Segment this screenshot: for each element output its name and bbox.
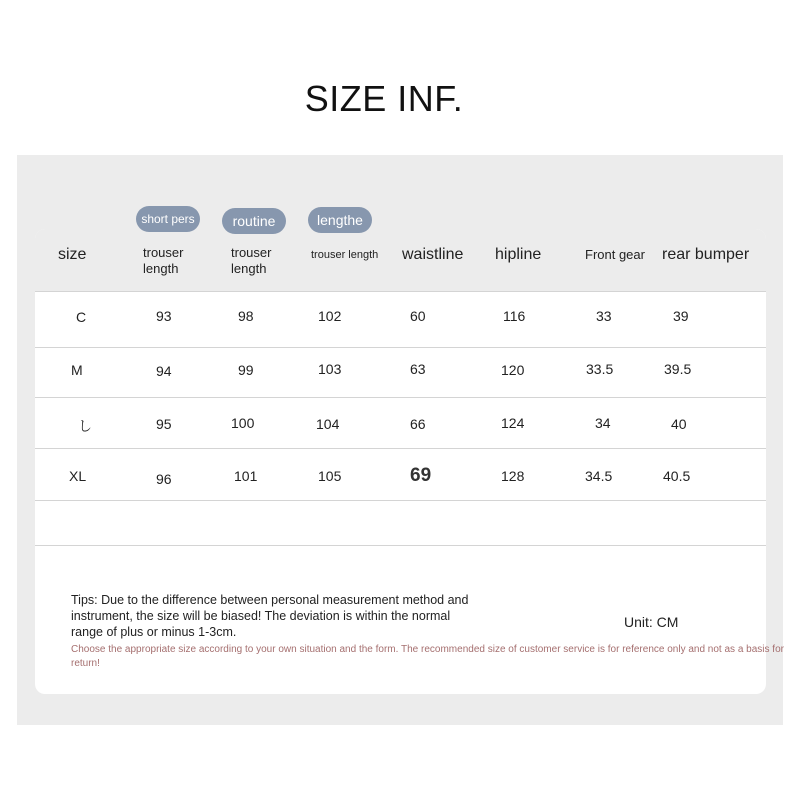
table-cell: 60 bbox=[410, 308, 426, 324]
row-divider bbox=[35, 347, 766, 348]
table-cell: 69 bbox=[410, 465, 432, 486]
table-cell: 34.5 bbox=[585, 468, 613, 484]
column-header-rear-bumper: rear bumper bbox=[662, 246, 750, 263]
table-cell: 96 bbox=[156, 471, 172, 487]
row-divider bbox=[35, 448, 766, 449]
category-pill-short: short pers bbox=[136, 206, 200, 232]
table-cell: 101 bbox=[234, 468, 258, 484]
table-cell: 66 bbox=[410, 416, 426, 432]
table-cell: 120 bbox=[501, 362, 525, 378]
column-header-hipline: hipline bbox=[495, 246, 542, 263]
column-header-short-trouser-length: trouser length bbox=[143, 245, 184, 276]
column-header-waistline: waistline bbox=[402, 246, 464, 263]
unit-label: Unit: CM bbox=[624, 614, 679, 630]
table-cell-size: XL bbox=[69, 468, 87, 484]
table-cell: 124 bbox=[501, 415, 525, 431]
table-cell: 33 bbox=[596, 308, 612, 324]
row-divider bbox=[35, 500, 766, 501]
column-header-routine-trouser-length: trouser length bbox=[231, 245, 272, 276]
category-pill-lengthen: lengthe bbox=[308, 207, 372, 233]
row-divider bbox=[35, 291, 766, 292]
table-cell: 99 bbox=[238, 362, 254, 378]
table-cell: 105 bbox=[318, 468, 342, 484]
table-cell: 98 bbox=[238, 308, 254, 324]
row-divider bbox=[35, 545, 766, 546]
table-cell: 100 bbox=[231, 415, 255, 431]
table-cell: 40.5 bbox=[663, 468, 691, 484]
table-cell: 39.5 bbox=[664, 361, 692, 377]
table-cell: 63 bbox=[410, 361, 426, 377]
table-cell: 93 bbox=[156, 308, 172, 324]
size-disclaimer: Choose the appropriate size according to your own situation and the form. The recommended size of customer service is for reference only and not as a basis for return! bbox=[71, 644, 784, 669]
table-cell-size: C bbox=[76, 309, 87, 325]
table-cell: 128 bbox=[501, 468, 525, 484]
table-cell: 94 bbox=[156, 363, 172, 379]
table-cell-size: M bbox=[71, 362, 83, 378]
table-cell: 33.5 bbox=[586, 361, 614, 377]
column-header-size: size bbox=[58, 246, 87, 263]
column-header-long-trouser-length: trouser length bbox=[311, 249, 379, 261]
table-cell: 103 bbox=[318, 361, 342, 377]
table-cell-size: し bbox=[78, 418, 92, 434]
table-cell: 39 bbox=[673, 308, 689, 324]
table-cell: 95 bbox=[156, 416, 172, 432]
table-cell: 40 bbox=[671, 416, 687, 432]
table-cell: 34 bbox=[595, 415, 611, 431]
row-divider bbox=[35, 397, 766, 398]
table-cell: 116 bbox=[503, 308, 526, 324]
sizing-tips: Tips: Due to the difference between personal measurement method and instrument, the size will be biased! The deviation is within the normal range of plus or minus 1-3cm. bbox=[71, 593, 469, 639]
table-cell: 102 bbox=[318, 308, 342, 324]
category-pill-routine: routine bbox=[222, 208, 286, 234]
column-header-front-gear: Front gear bbox=[585, 247, 645, 262]
page-title: SIZE INF. bbox=[304, 78, 464, 119]
table-cell: 104 bbox=[316, 416, 340, 432]
